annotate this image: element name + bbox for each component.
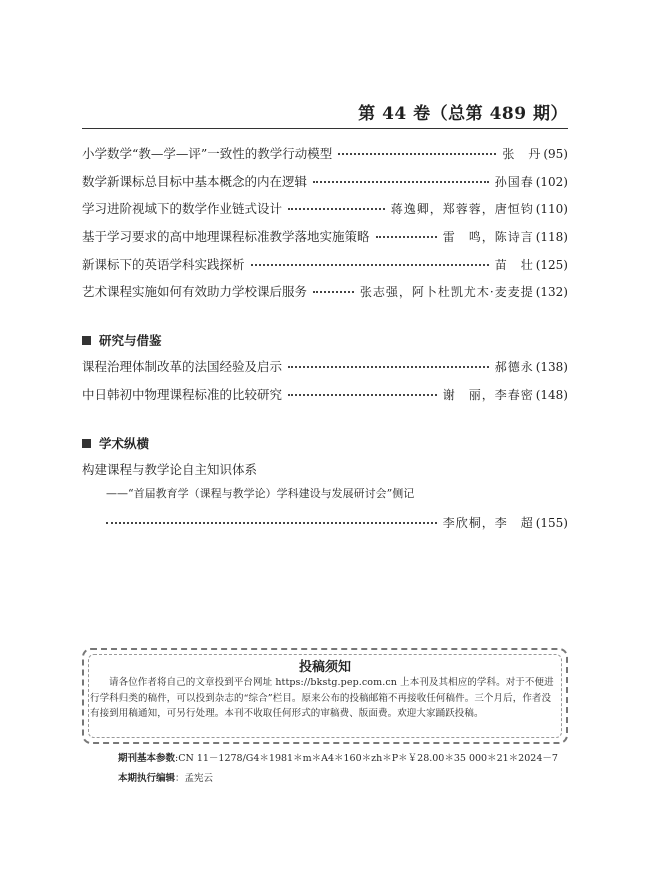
toc-entry-author: 李欣桐，李 超 [442,516,534,530]
article-title[interactable]: 构建课程与教学论自主知识体系 [82,462,258,477]
toc-entry-author: 张志强，阿卜杜凯尤木·麦麦提 [359,285,534,299]
journal-params-value: :CN 11－1278/G4＊1981＊m＊A4＊160＊zh＊P＊￥28.00＊35 000＊21＊2024－7 [175,753,558,764]
notice-title: 投稿须知 [298,660,351,675]
toc-entry-page: (125) [535,258,568,272]
toc-entry-title: 数学新课标总目标中基本概念的内在逻辑 [82,174,308,189]
toc-entry[interactable] [82,514,568,532]
dot-leader [288,394,437,396]
toc-entry-page: (118) [535,230,568,244]
toc-entry-title: 学习进阶视域下的数学作业链式设计 [82,201,283,216]
section-heading-academic [82,434,149,452]
toc-entry-author: 谢 丽，李春密 [442,388,534,402]
toc-entry-title: 小学数学“教—学—评”一致性的教学行动模型 [82,146,333,161]
section-square-icon [82,336,91,345]
dot-leader [251,264,489,266]
toc-entry-page: (110) [535,202,568,216]
toc-entry-title: 基于学习要求的高中地理课程标准教学落地实施策略 [82,229,370,244]
toc-entry[interactable] [82,200,568,218]
executive-editor [118,772,213,786]
dot-leader [338,153,496,155]
dot-leader [288,366,489,368]
toc-entry-page: (148) [535,388,568,402]
toc-entry[interactable] [82,386,568,404]
toc-entry[interactable] [82,173,568,191]
dot-leader [376,236,437,238]
article-subtitle: ——“首届教育学（课程与教学论）学科建设与发展研讨会”侧记 [106,487,415,500]
toc-entry-title: 中日韩初中物理课程标准的比较研究 [82,387,283,402]
toc-entry-title: 课程治理体制改革的法国经验及启示 [82,359,283,374]
dot-leader [106,522,437,524]
toc-entry[interactable] [82,283,568,301]
toc-entry[interactable] [82,256,568,274]
header-rule [82,128,568,129]
toc-entry-page: (138) [535,360,568,374]
toc-entry-author: 郝德永 [494,360,534,374]
toc-entry-page: (102) [535,175,568,189]
volume-header: 第 44 卷（总第 489 期） [358,104,568,124]
section-square-icon [82,439,91,448]
toc-entry-author: 孙国春 [494,175,534,189]
toc-entry-author: 张 丹 [502,147,542,161]
dot-leader [313,291,354,293]
toc-entry[interactable] [82,145,568,163]
section-heading-research [82,331,162,349]
section-heading-label: 研究与借鉴 [99,333,162,348]
toc-entry-title: 新课标下的英语学科实践探析 [82,257,245,272]
toc-entry-page: (132) [535,285,568,299]
toc-entry-author: 苗 壮 [494,258,534,272]
journal-params [118,752,558,766]
toc-entry-page: (155) [535,516,568,530]
executive-editor-label: 本期执行编辑 [118,773,176,784]
toc-entry-author: 雷 鸣，陈诗言 [442,230,534,244]
toc-entry[interactable] [82,228,568,246]
toc-entry-title: 艺术课程实施如何有效助力学校课后服务 [82,284,308,299]
section-heading-label: 学术纵横 [99,436,150,451]
notice-body: 请各位作者将自己的文章投到平台网址 https://bkstg.pep.com.cn 上本刊及其相应的学科。对于不便进行学科归类的稿件，可以投到杂志的“综合”栏目。原来公布的投稿邮箱不再接收任何稿件。三个月后，作者没有接到用稿通知，可另行处理。本刊不收取任何形式的审稿费、版面费。欢迎大家踊跃投稿。 [90,677,554,719]
journal-params-label: 期刊基本参数 [118,753,176,764]
toc-entry-page: (95) [543,147,568,161]
dot-leader [313,181,489,183]
executive-editor-value: ：孟宪云 [175,773,214,784]
toc-entry-author: 蒋逸卿，郑蓉蓉，唐恒钧 [390,202,534,216]
dot-leader [288,208,385,210]
toc-entry[interactable] [82,358,568,376]
